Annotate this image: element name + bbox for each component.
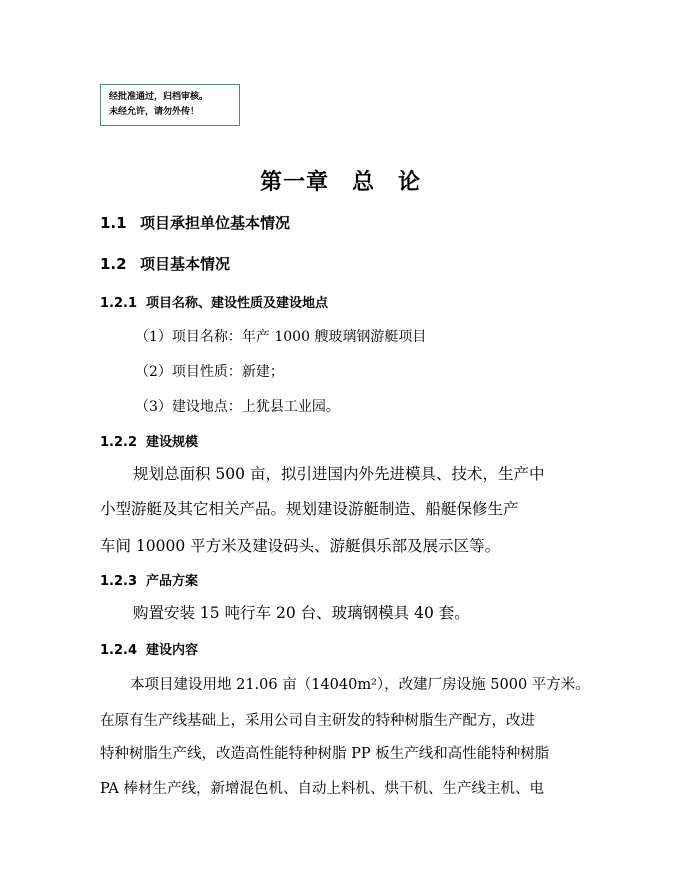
section-number: 1.2: [100, 255, 127, 273]
approval-stamp: [100, 84, 240, 126]
subsection-heading-1-2-4: [100, 639, 198, 658]
subsection-title: 产品方案: [146, 574, 199, 589]
paragraph-line: 车间 10000 平方米及建设码头、游艇俱乐部及展示区等。: [100, 537, 501, 555]
subsection-number: 1.2.4: [100, 643, 138, 658]
list-item: （1）项目名称：年产 1000 艘玻璃钢游艇项目: [135, 329, 427, 345]
section-title: 项目基本情况: [140, 255, 231, 273]
subsection-title: 建设规模: [146, 435, 199, 450]
chapter-title: 第一章 总 论: [259, 170, 421, 195]
subsection-number: 1.2.1: [100, 296, 138, 311]
paragraph-line: 规划总面积 500 亩，拟引进国内外先进模具、技术，生产中: [133, 465, 545, 483]
subsection-title: 项目名称、建设性质及建设地点: [146, 296, 329, 311]
subsection-heading-1-2-2: [100, 431, 198, 450]
paragraph-line: 特种树脂生产线，改造高性能特种树脂 PP 板生产线和高性能特种树脂: [100, 746, 550, 762]
section-number: 1.1: [100, 214, 127, 232]
subsection-title: 建设内容: [146, 643, 199, 658]
subsection-heading-1-2-1: [100, 292, 328, 311]
paragraph-line: 在原有生产线基础上，采用公司自主研发的特种树脂生产配方，改进: [100, 713, 535, 729]
paragraph-line: 本项目建设用地 21.06 亩（14040m²），改建厂房设施 5000 平方米。: [130, 677, 590, 693]
paragraph-line: 小型游艇及其它相关产品。规划建设游艇制造、船艇保修生产: [100, 500, 519, 518]
stamp-line-2: 未经允许，请勿外传！: [109, 107, 200, 117]
paragraph-line: PA 棒材生产线，新增混色机、自动上料机、烘干机、生产线主机、电: [100, 781, 545, 797]
paragraph-line: 购置安装 15 吨行车 20 台、玻璃钢模具 40 套。: [133, 604, 470, 622]
subsection-heading-1-2-3: [100, 570, 198, 589]
section-heading-1-1: [100, 212, 290, 233]
stamp-line-1: 经批准通过，归档审核。: [109, 92, 209, 102]
list-item: （3）建设地点：上犹县工业园。: [135, 399, 340, 415]
subsection-number: 1.2.3: [100, 574, 138, 589]
section-title: 项目承担单位基本情况: [140, 214, 291, 232]
subsection-number: 1.2.2: [100, 435, 138, 450]
section-heading-1-2: [100, 253, 230, 274]
list-item: （2）项目性质：新建；: [135, 364, 284, 380]
